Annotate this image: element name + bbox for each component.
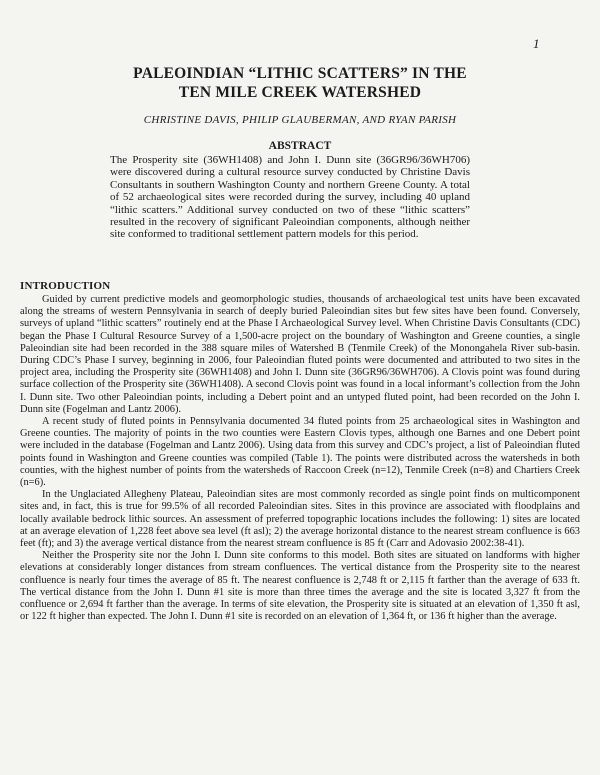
- abstract-heading: ABSTRACT: [268, 140, 332, 152]
- introduction-heading: INTRODUCTION: [20, 280, 111, 292]
- body-paragraph: Guided by current predictive models and geomorphologic studies, thousands of archaeological test units have been excavated along the streams of western Pennsylvania in search of deeply buried Paleoindian sites but few sites have been found. Conversely, surveys of upland “lithic scatters” routinely end at the Phase I Archaeological Survey level. When Christine Davis Consultants (CDC) began the Phase I Cultural Resource Survey of a 1,500-acre project on the boundary of Washington and Greene counties, a single Paleoindian site had been recorded in the 388 square miles of Watershed B (Tenmile Creek) of the Monongahela River sub-basin. During CDC’s Phase I survey, beginning in 2006, four Paleoindian fluted points were documented and attributed to two sites in the project area, including the Prosperity site (36WH1408) and John I. Dunn site (36GR96/36WH706). A Clovis point was found during surface collection of the Prosperity site (36WH1408). A second Clovis point was found in a local informant’s collection from the John I. Dunn site. Two other Paleoindian points, including a Debert point and an untyped fluted point, had been recorded on the John I. Dunn site (Fogelman and Lantz 2006).: [20, 294, 580, 415]
- page-number: 1: [533, 36, 540, 51]
- paper-title: [0, 64, 600, 102]
- body-paragraph: Neither the Prosperity site nor the John I. Dunn site conforms to this model. Both sites are situated on landforms with higher elevations at considerably longer distances from stream confluences. The vertical distance from the Prosperity site to the nearest confluence is nearly four times the average of 85 ft. The nearest confluence is 2,748 ft or 2,115 ft farther than the average of 633 ft. The vertical distance from the John I. Dunn #1 site is more than three times the average and the site is located 3,327 ft from the confluence or 2,694 ft farther than the average. In terms of site elevation, the Prosperity site is situated at an elevation of 1,350 ft asl, or 122 ft higher than expected. The John I. Dunn #1 site is recorded on an elevation of 1,364 ft, or 136 ft higher than the average.: [20, 550, 580, 623]
- title-line-2: TEN MILE CREEK WATERSHED: [178, 84, 422, 101]
- introduction-body: [20, 294, 580, 623]
- body-paragraph: In the Unglaciated Allegheny Plateau, Paleoindian sites are most commonly recorded as single point finds on multicomponent sites and, in fact, this is true for 99.5% of all recorded Paleoindian sites. Sites in this province are associated with floodplains and locally available bedrock lithic sources. An assessment of preferred topographic locations includes the following: 1) sites are located at an average elevation of 1,228 feet above sea level (ft asl); 2) the average horizontal distance to the nearest stream confluence is 663 feet (ft); and 3) the average vertical distance from the nearest stream confluence is 85 ft (Carr and Adovasio 2002:38-41).: [20, 489, 580, 550]
- body-paragraph: A recent study of fluted points in Pennsylvania documented 34 fluted points from 25 archaeological sites in Washington and Greene counties. The majority of points in the two counties were Eastern Clovis types, although one Barnes and one Debert point were included in the database (Fogelman and Lantz 2006). Using data from this survey and CDC’s project, a list of Paleoindian fluted points found in Washington and Greene counties was compiled (Table 1). The points were distributed across the watersheds in both counties, with the highest number of points from the watersheds of Raccoon Creek (n=12), Tenmile Creek (n=8) and Chartiers Creek (n=6).: [20, 416, 580, 489]
- author-list: CHRISTINE DAVIS, PHILIP GLAUBERMAN, AND RYAN PARISH: [143, 114, 457, 126]
- title-line-1: PALEOINDIAN “LITHIC SCATTERS” IN THE: [133, 65, 467, 82]
- abstract-text: The Prosperity site (36WH1408) and John I. Dunn site (36GR96/36WH706) were discovered during a cultural resource survey conducted by Christine Davis Consultants in southern Washington County and northern Greene County. A total of 52 archaeological sites were recorded during the survey, including 40 upland “lithic scatters.” Additional survey conducted on two of these “lithic scatters” resulted in the recovery of significant Paleoindian components, although neither site conformed to traditional settlement pattern models for this period.: [110, 154, 470, 241]
